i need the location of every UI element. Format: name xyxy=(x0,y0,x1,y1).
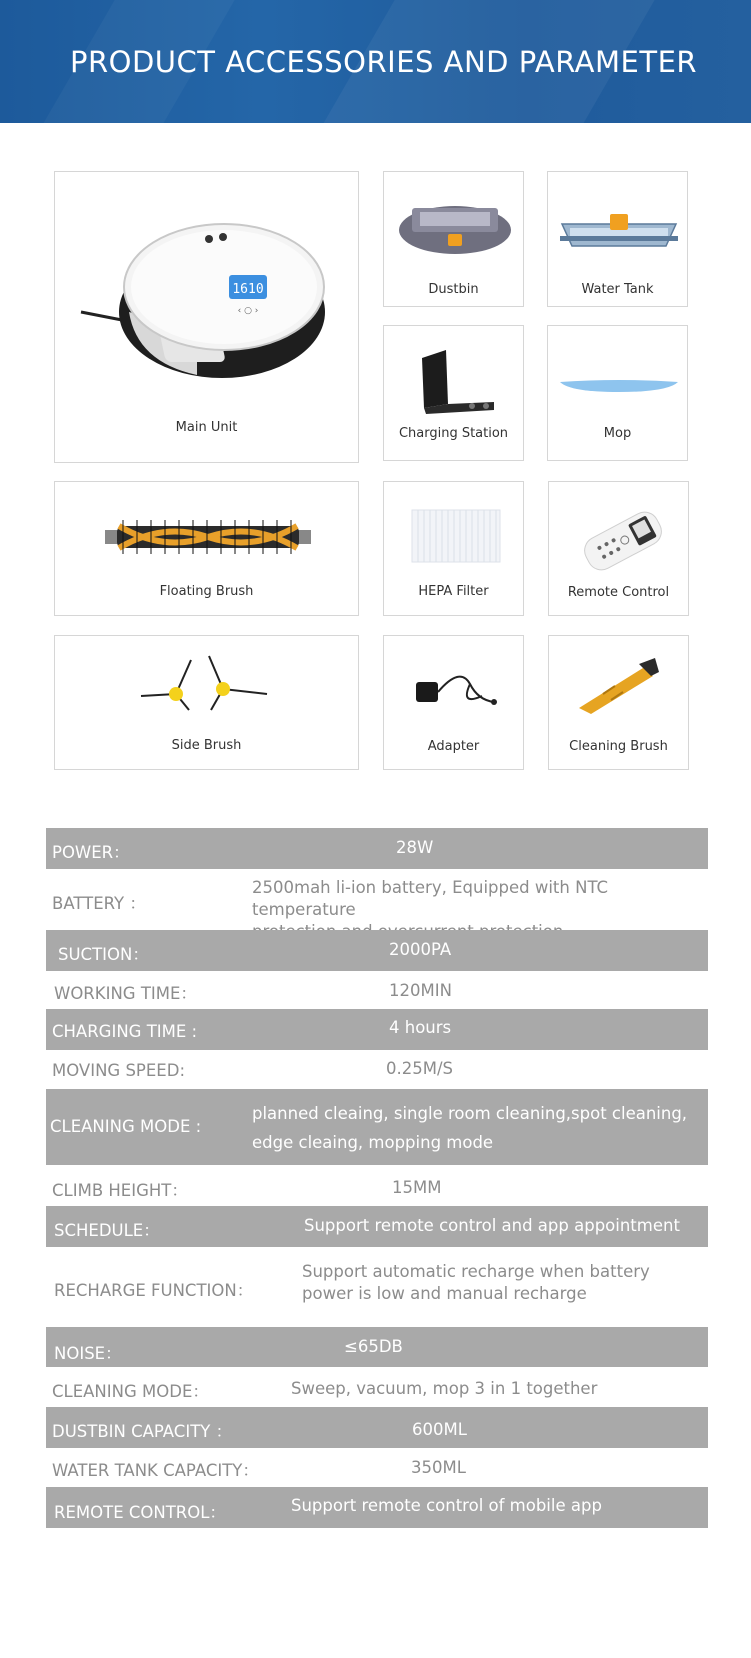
cleaning-brush-icon xyxy=(573,654,669,716)
spec-row-remote-control xyxy=(46,1487,708,1528)
spec-row-schedule xyxy=(46,1206,708,1247)
spec-row-power xyxy=(46,828,708,869)
adapter-icon xyxy=(410,666,502,714)
accessory-label: Charging Station xyxy=(398,426,509,441)
spec-value: planned cleaing, single room cleaning,spot cleaning, edge cleaing, mopping mode xyxy=(252,1104,688,1152)
spec-value: Sweep, vacuum, mop 3 in 1 together xyxy=(291,1379,598,1398)
spec-key: WATER TANK CAPACITY： xyxy=(52,1461,259,1480)
robot-display-text: 1610 xyxy=(232,282,264,297)
accessory-label: HEPA Filter xyxy=(418,584,489,599)
spec-key: BATTERY ： xyxy=(52,894,146,913)
hepa-filter-icon xyxy=(410,508,502,564)
spec-key: CLEANING MODE : xyxy=(50,1117,202,1136)
svg-text:‹ ○ ›: ‹ ○ › xyxy=(237,306,259,316)
spec-key: REMOTE CONTROL： xyxy=(54,1503,226,1522)
spec-row-suction xyxy=(46,930,708,971)
spec-key: NOISE： xyxy=(54,1344,122,1363)
water-tank-icon xyxy=(558,210,680,255)
accessory-tile-main-unit xyxy=(54,171,359,463)
spec-value: Support remote control and app appointment xyxy=(304,1216,680,1235)
spec-row-climb-height xyxy=(46,1165,708,1206)
spec-row-water-tank-capacity xyxy=(46,1448,708,1487)
robot-vacuum-icon xyxy=(77,217,367,387)
accessory-label: Adapter xyxy=(427,739,480,754)
accessory-tile-hepa-filter xyxy=(383,481,524,616)
spec-value: 28W xyxy=(396,838,434,857)
spec-row-dustbin-capacity xyxy=(46,1407,708,1448)
dustbin-icon xyxy=(396,200,514,260)
spec-value: 350ML xyxy=(411,1458,466,1477)
accessory-tile-remote-control xyxy=(548,481,689,616)
header-banner xyxy=(0,0,751,123)
spec-key: POWER： xyxy=(52,843,130,862)
accessory-label: Floating Brush xyxy=(159,584,254,599)
spec-key: CLEANING MODE： xyxy=(52,1382,209,1401)
accessory-tile-dustbin xyxy=(383,171,524,307)
accessory-label: Cleaning Brush xyxy=(569,739,668,754)
spec-row-working-time xyxy=(46,971,708,1009)
accessory-tile-side-brush xyxy=(54,635,359,770)
charging-station-icon xyxy=(412,346,502,416)
spec-value: 600ML xyxy=(412,1420,467,1439)
spec-key: CHARGING TIME : xyxy=(52,1022,198,1041)
spec-value: ≤65DB xyxy=(344,1337,403,1356)
spec-key: MOVING SPEED: xyxy=(52,1061,185,1080)
accessory-label: Side Brush xyxy=(171,738,242,753)
accessory-label: Dustbin xyxy=(428,282,479,297)
spec-key: CLIMB HEIGHT： xyxy=(52,1181,188,1200)
spec-row-charging-time xyxy=(46,1009,708,1050)
spec-value: 2500mah li-ion battery, Equipped with NTC temperature xyxy=(252,878,609,919)
spec-value: 15MM xyxy=(392,1178,442,1197)
spec-value: 2000PA xyxy=(389,940,452,959)
spec-row-cleaning-mode-2 xyxy=(46,1367,708,1407)
accessory-tile-floating-brush xyxy=(54,481,359,616)
spec-row-moving-speed xyxy=(46,1050,708,1089)
spec-row-noise xyxy=(46,1327,708,1367)
spec-row-recharge-function xyxy=(46,1247,708,1327)
accessory-label: Mop xyxy=(603,426,632,441)
mop-icon xyxy=(558,376,680,396)
spec-row-cleaning-mode xyxy=(46,1089,708,1165)
spec-value: Support remote control of mobile app xyxy=(291,1496,602,1515)
spec-key: RECHARGE FUNCTION： xyxy=(54,1281,254,1300)
spec-value: Support automatic recharge when battery power is low and manual recharge xyxy=(302,1262,650,1303)
floating-brush-icon xyxy=(103,512,313,562)
spec-key: DUSTBIN CAPACITY ： xyxy=(52,1422,233,1441)
accessory-tile-adapter xyxy=(383,635,524,770)
spec-row-battery xyxy=(46,869,708,930)
accessory-label: Remote Control xyxy=(567,585,670,600)
spec-value: 0.25M/S xyxy=(386,1059,454,1078)
spec-key: WORKING TIME： xyxy=(54,984,197,1003)
spec-value: 4 hours xyxy=(389,1018,452,1037)
side-brush-icon xyxy=(139,652,269,714)
accessory-tile-charging-station xyxy=(383,325,524,461)
accessory-label: Water Tank xyxy=(581,282,654,297)
remote-control-icon xyxy=(569,504,669,574)
page-title: PRODUCT ACCESSORIES AND PARAMETER xyxy=(70,45,698,79)
accessory-tile-cleaning-brush xyxy=(548,635,689,770)
spec-key: SCHEDULE： xyxy=(54,1221,160,1240)
accessory-tile-water-tank xyxy=(547,171,688,307)
spec-value: 120MIN xyxy=(389,981,452,1000)
accessory-label: Main Unit xyxy=(175,420,238,435)
accessory-tile-mop xyxy=(547,325,688,461)
spec-key: SUCTION： xyxy=(58,945,149,964)
